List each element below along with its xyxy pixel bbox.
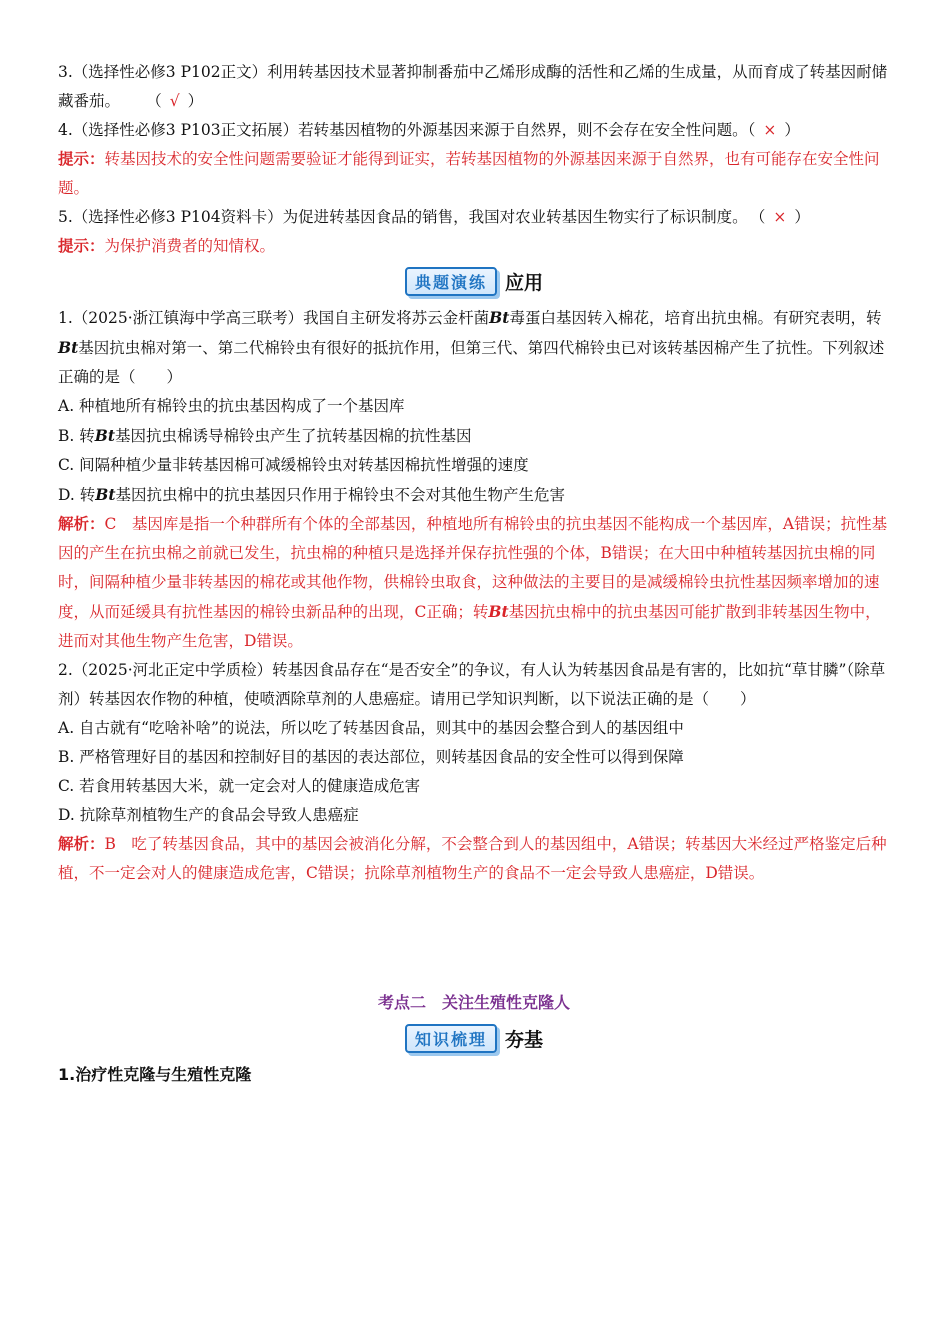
banner-suffix: 夯基 (505, 1029, 544, 1051)
tf-item-4-text: 4.（选择性必修3 P103正文拓展）若转基因植物的外源基因来源于自然界，则不会存在安全性问题。 (58, 121, 748, 139)
analysis-label: 解析： (58, 835, 105, 853)
tf-item-5-text: 5.（选择性必修3 P104资料卡）为促进转基因食品的销售，我国对农业转基因生物实行了标识制度。 (58, 208, 748, 226)
question-2-analysis: 解析：B 吃了转基因食品，其中的基因会被消化分解，不会整合到人的基因组中，A错误；转基因大米经过严格鉴定后种植，不一定会对人的健康造成危害，C错误；抗除草剂植物生产的食品不一定会导致人患癌症，D错误。 (58, 835, 887, 882)
section-2-title: 考点二 关注生殖性克隆人 (377, 993, 570, 1012)
section-banner-knowledge (58, 1024, 890, 1054)
question-2-stem: 2.（2025·河北正定中学质检）转基因食品存在“是否安全”的争议，有人认为转基因食品是有害的，比如抗“草甘膦”（除草剂）转基因农作物的种植，使喷洒除草剂的人患癌症。请用已学知识判断，以下说法正确的是（ ） (58, 661, 886, 708)
question-1-option-a: A. 种植地所有棉铃虫的抗虫基因构成了一个基因库 (58, 397, 405, 415)
hint-label: 提示： (58, 237, 105, 255)
cross-mark: × (763, 121, 777, 139)
tf-item-5-hint (58, 232, 890, 261)
tf-item-3-text: 3.（选择性必修3 P102正文）利用转基因技术显著抑制番茄中乙烯形成酶的活性和乙烯的生成量，从而育成了转基因耐储藏番茄。 (58, 63, 888, 110)
hint-label: 提示： (58, 150, 105, 168)
question-2-option-b: B. 严格管理好目的基因和控制好目的基因的表达部位，则转基因食品的安全性可以得到保障 (58, 748, 684, 766)
hint-text: 转基因技术的安全性问题需要验证才能得到证实，若转基因植物的外源基因来源于自然界，也有可能存在安全性问题。 (58, 150, 880, 197)
tf-item-5: 5.（选择性必修3 P104资料卡）为促进转基因食品的销售，我国对农业转基因生物实行了标识制度。 （ × ） (58, 208, 810, 226)
section-banner-application (58, 267, 890, 297)
document-page (58, 58, 890, 1089)
cross-mark: × (773, 208, 787, 226)
question-2-option-d: D. 抗除草剂植物生产的食品会导致人患癌症 (58, 806, 359, 824)
check-mark: √ (169, 92, 180, 110)
question-1-option-b: B. 转Bt基因抗虫棉诱导棉铃虫产生了抗转基因棉的抗性基因 (58, 426, 472, 445)
question-2-option-c: C. 若食用转基因大米，就一定会对人的健康造成危害 (58, 777, 421, 795)
hint-text: 为保护消费者的知情权。 (104, 237, 276, 255)
tf-item-4-hint (58, 145, 890, 203)
question-1-stem: 1.（2025·浙江镇海中学高三联考）我国自主研发将苏云金杆菌Bt毒蛋白基因转入棉花，培育出抗虫棉。有研究表明，转Bt基因抗虫棉对第一、第二代棉铃虫有很好的抵抗作用，但第三代、第四代棉铃虫已对该转基因棉产生了抗性。下列叙述正确的是（ ） (58, 308, 885, 386)
tf-item-4: 4.（选择性必修3 P103正文拓展）若转基因植物的外源基因来源于自然界，则不会存在安全性问题。（ × ） (58, 121, 800, 139)
tf-item-3: 3.（选择性必修3 P102正文）利用转基因技术显著抑制番茄中乙烯形成酶的活性和乙烯的生成量，从而育成了转基因耐储藏番茄。 （ √ ） (58, 63, 888, 110)
question-1-option-d: D. 转Bt基因抗虫棉中的抗虫基因只作用于棉铃虫不会对其他生物产生危害 (58, 485, 566, 504)
banner-badge: 知识梳理 (405, 1024, 497, 1053)
analysis-label: 解析： (58, 515, 105, 533)
question-1-analysis: 解析：C 基因库是指一个种群所有个体的全部基因，种植地所有棉铃虫的抗虫基因不能构成一个基因库，A错误；抗性基因的产生在抗虫棉之前就已发生，抗虫棉的种植只是选择并保存抗性强的个体，B错误；在大田中种植转基因抗虫棉的同时，间隔种植少量非转基因的棉花或其他作物，供棉铃虫取食，这种做法的主要目的是减缓棉铃虫抗性基因频率增加的速度，从而延缓具有抗性基因的棉铃虫新品种的出现，C正确；转Bt基因抗虫棉中的抗虫基因可能扩散到非转基因生物中，进而对其他生物产生危害，D错误。 (58, 515, 888, 650)
question-1-option-c: C. 间隔种植少量非转基因棉可减缓棉铃虫对转基因棉抗性增强的速度 (58, 456, 529, 474)
banner-suffix: 应用 (505, 272, 544, 294)
subheading-1: 1.治疗性克隆与生殖性克隆 (58, 1065, 252, 1084)
banner-badge: 典题演练 (405, 267, 497, 296)
question-2-option-a: A. 自古就有“吃啥补啥”的说法，所以吃了转基因食品，则其中的基因会整合到人的基因组中 (58, 719, 684, 737)
